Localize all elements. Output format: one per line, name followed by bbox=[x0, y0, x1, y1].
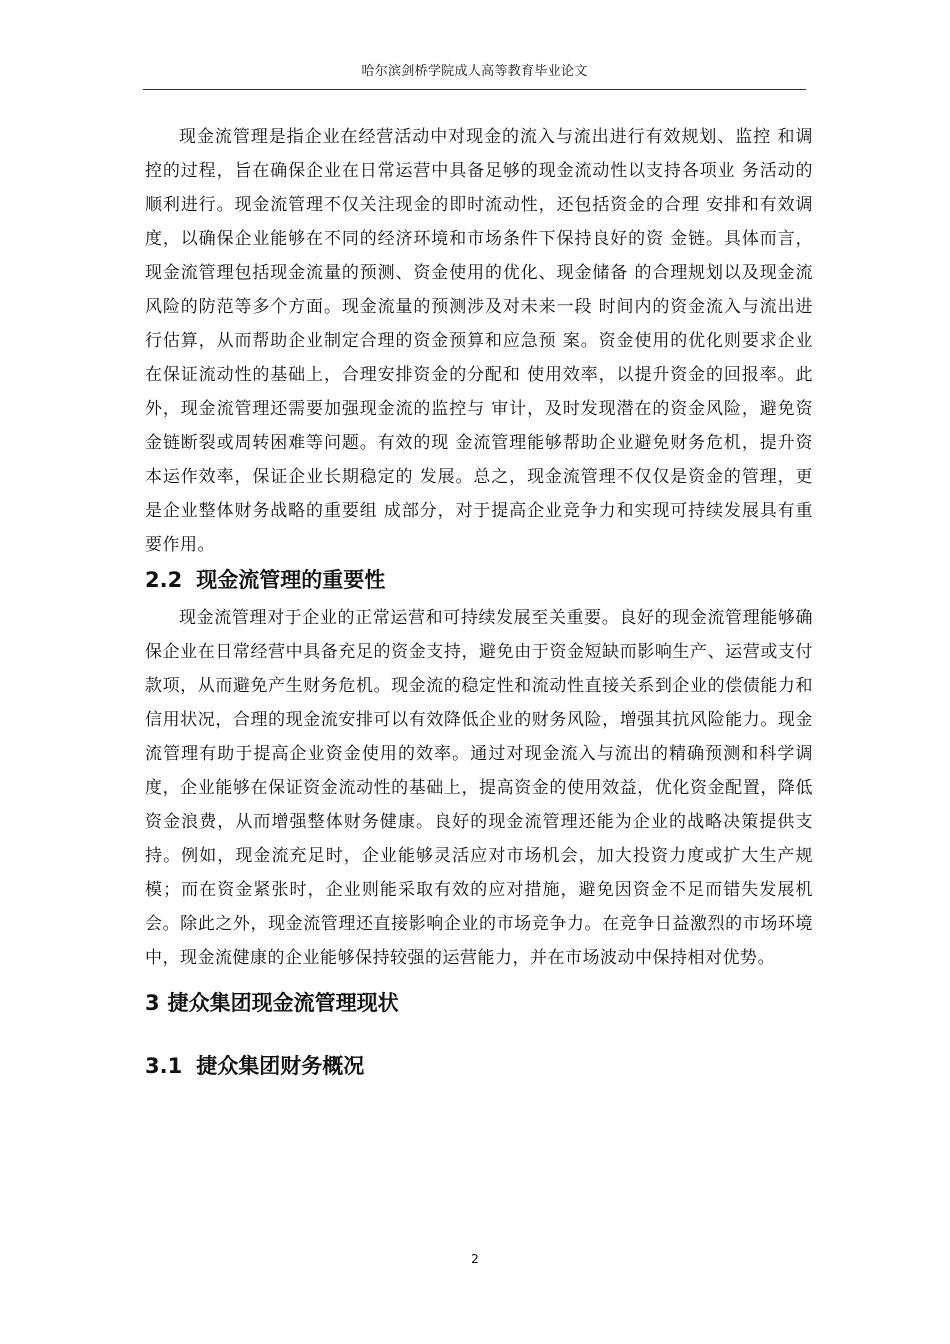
page-number: 2 bbox=[471, 1252, 479, 1266]
header-divider bbox=[143, 89, 806, 90]
section-title: 现金流管理的重要性 bbox=[196, 568, 386, 592]
section-number: 2.2 bbox=[145, 568, 183, 592]
chapter-title: 捷众集团现金流管理现状 bbox=[167, 991, 399, 1015]
running-header: 哈尔滨剑桥学院成人高等教育毕业论文 bbox=[361, 64, 588, 79]
section-heading-3-1 bbox=[145, 1052, 813, 1080]
section-number: 3.1 bbox=[145, 1054, 183, 1078]
chapter-heading-3 bbox=[145, 989, 813, 1017]
section-heading-2-2 bbox=[145, 566, 813, 594]
paragraph-cash-flow-importance: 现金流管理对于企业的正常运营和可持续发展至关重要。良好的现金流管理能够确保企业在日常经营中具备充足的资金支持，避免由于资金短缺而影响生产、运营或支付款项，从而避免产生财务危机。现金流的稳定性和流动性直接关系到企业的偿债能力和信用状况，合理的现金流安排可以有效降低企业的财务风险，增强其抗风险能力。现金流管理有助于提高企业资金使用的效率。通过对现金流入与流出的精确预测和科学调度，企业能够在保证资金流动性的基础上，提高资金的使用效益，优化资金配置，降低资金浪费，从而增强整体财务健康。良好的现金流管理还能为企业的战略决策提供支持。例如，现金流充足时，企业能够灵活应对市场机会，加大投资力度或扩大生产规模；而在资金紧张时，企业则能采取有效的应对措施，避免因资金不足而错失发展机会。除此之外，现金流管理还直接影响企业的市场竞争力。在竞争日益激烈的市场环境中，现金流健康的企业能够保持较强的运营能力，并在市场波动中保持相对优势。 bbox=[145, 608, 813, 968]
chapter-number: 3 bbox=[145, 991, 160, 1015]
section-title: 捷众集团财务概况 bbox=[196, 1054, 365, 1078]
paragraph-cash-flow-definition: 现金流管理是指企业在经营活动中对现金的流入与流出进行有效规划、监控 和调控的过程，旨在确保企业在日常运营中具备足够的现金流动性以支持各项业 务活动的顺利进行。现金流管理不仅关注现金的即时流动性，还包括资金的合理 安排和有效调度，以确保企业能够在不同的经济环境和市场条件下保持良好的资 金链。具体而言，现金流管理包括现金流量的预测、资金使用的优化、现金储备 的合理规划以及现金流风险的防范等多个方面。现金流量的预测涉及对未来一段 时间内的资金流入与流出进行估算，从而帮助企业制定合理的资金预算和应急预 案。资金使用的优化则要求企业在保证流动性的基础上，合理安排资金的分配和 使用效率，以提升资金的回报率。此外，现金流管理还需要加强现金流的监控与 审计，及时发现潜在的资金风险，避免资金链断裂或周转困难等问题。有效的现 金流管理能够帮助企业避免财务危机，提升资本运作效率，保证企业长期稳定的 发展。总之，现金流管理不仅仅是资金的管理，更是企业整体财务战略的重要组 成部分，对于提高企业竞争力和实现可持续发展具有重要作用。 bbox=[145, 127, 813, 555]
page-body bbox=[145, 120, 813, 1080]
